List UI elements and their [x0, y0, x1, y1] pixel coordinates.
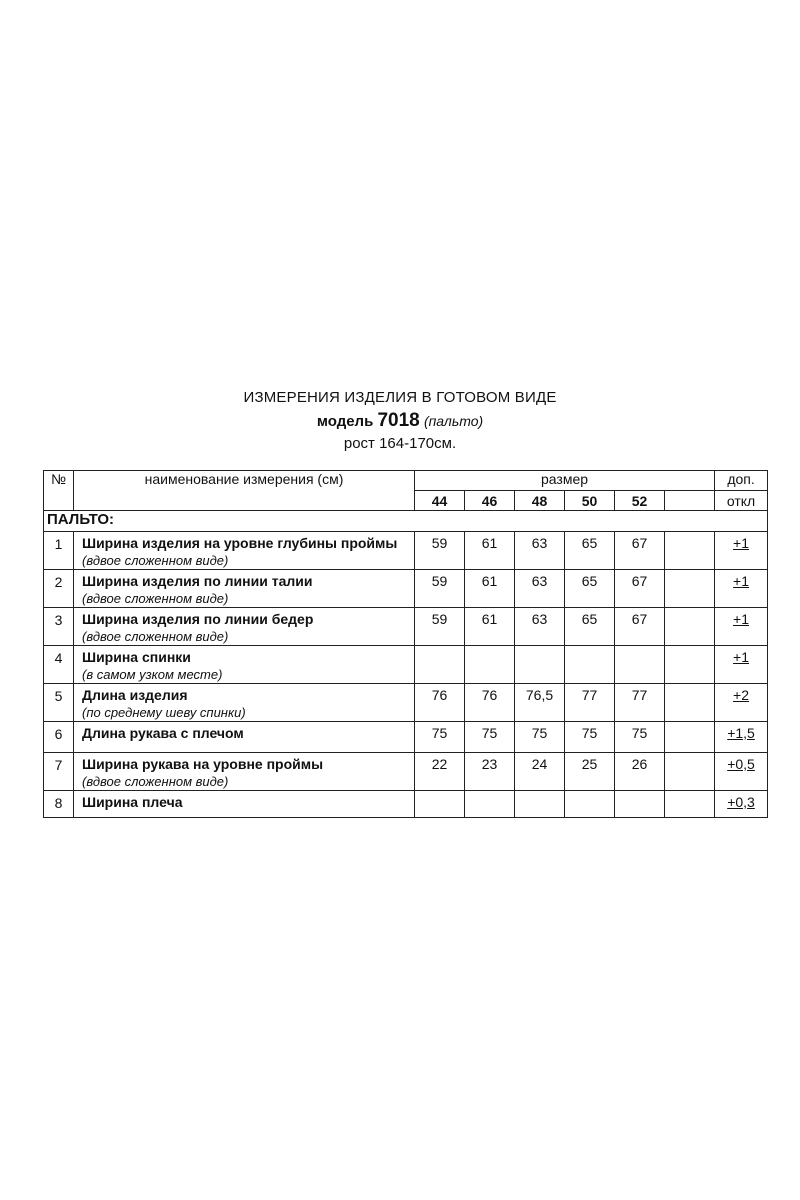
size-header: 44	[415, 491, 465, 511]
size-value: 63	[515, 608, 565, 646]
size-header: 46	[465, 491, 515, 511]
size-value: 67	[615, 608, 665, 646]
size-value: 77	[565, 684, 615, 722]
size-value	[415, 646, 465, 684]
empty-size-cell	[665, 753, 715, 791]
tolerance-cell	[715, 532, 768, 570]
measurement-name: Ширина изделия по линии талии	[82, 573, 313, 589]
table-row	[44, 722, 768, 753]
header-size: размер	[415, 471, 715, 491]
table-row	[44, 646, 768, 684]
measurement-note: (вдвое сложенном виде)	[82, 774, 229, 789]
size-value: 23	[465, 753, 515, 791]
measurement-note: (вдвое сложенном виде)	[82, 629, 229, 644]
measurement-note: (в самом узком месте)	[82, 667, 223, 682]
size-value: 75	[515, 722, 565, 753]
empty-size-cell	[665, 532, 715, 570]
table-row	[44, 753, 768, 791]
tolerance-cell	[715, 722, 768, 753]
empty-size-cell	[665, 722, 715, 753]
size-value: 76	[415, 684, 465, 722]
table-row	[44, 532, 768, 570]
size-value: 65	[565, 570, 615, 608]
tolerance-value: +1	[733, 611, 750, 627]
tolerance-cell	[715, 753, 768, 791]
tolerance-value: +1	[733, 535, 750, 551]
size-value	[465, 791, 515, 818]
measurement-name-cell	[74, 753, 415, 791]
header-number: №	[44, 471, 74, 511]
size-value: 59	[415, 608, 465, 646]
table-row	[44, 684, 768, 722]
size-value	[565, 791, 615, 818]
tolerance-value: +1	[733, 649, 750, 665]
size-value	[465, 646, 515, 684]
size-value: 24	[515, 753, 565, 791]
measurement-name-cell	[74, 722, 415, 753]
size-value: 22	[415, 753, 465, 791]
tolerance-value: +0,5	[727, 756, 755, 772]
tolerance-cell	[715, 791, 768, 818]
measurement-name: Длина рукава с плечом	[82, 725, 244, 741]
size-value: 75	[415, 722, 465, 753]
measurement-name: Ширина изделия на уровне глубины проймы	[82, 535, 398, 551]
size-value: 75	[615, 722, 665, 753]
size-value: 61	[465, 570, 515, 608]
document-title: ИЗМЕРЕНИЯ ИЗДЕЛИЯ В ГОТОВОМ ВИДЕ	[243, 389, 557, 406]
measurement-name-cell	[74, 608, 415, 646]
size-value: 67	[615, 570, 665, 608]
empty-size-cell	[665, 570, 715, 608]
tolerance-cell	[715, 646, 768, 684]
measurement-note: (по среднему шеву спинки)	[82, 705, 246, 720]
row-number: 5	[44, 684, 74, 722]
tolerance-cell	[715, 570, 768, 608]
table-row	[44, 570, 768, 608]
size-value: 25	[565, 753, 615, 791]
empty-size-cell	[665, 791, 715, 818]
measurement-note: (вдвое сложенном виде)	[82, 591, 229, 606]
size-value: 76,5	[515, 684, 565, 722]
size-value	[515, 646, 565, 684]
model-note: (пальто)	[423, 413, 484, 429]
tolerance-cell	[715, 684, 768, 722]
row-number: 3	[44, 608, 74, 646]
measurements-table	[43, 470, 768, 818]
measurement-name: Длина изделия	[82, 687, 188, 703]
table-row	[44, 608, 768, 646]
size-value	[565, 646, 615, 684]
size-value	[615, 646, 665, 684]
measurement-name: Ширина изделия по линии бедер	[82, 611, 314, 627]
measurement-name-cell	[74, 570, 415, 608]
size-value: 59	[415, 532, 465, 570]
measurement-name-cell	[74, 532, 415, 570]
row-number: 8	[44, 791, 74, 818]
size-header: 52	[615, 491, 665, 511]
row-number: 2	[44, 570, 74, 608]
size-value: 26	[615, 753, 665, 791]
model-label: модель	[316, 413, 374, 430]
measurement-name: Ширина плеча	[82, 794, 183, 810]
size-header: 48	[515, 491, 565, 511]
size-value: 65	[565, 608, 615, 646]
model-line	[0, 410, 800, 432]
header-measurement-name: наименование измерения (см)	[74, 471, 415, 511]
measurement-name: Ширина рукава на уровне проймы	[82, 756, 324, 772]
tolerance-value: +1	[733, 573, 750, 589]
header-tolerance-1: доп.	[715, 471, 768, 491]
size-header-empty	[665, 491, 715, 511]
size-value: 63	[515, 532, 565, 570]
size-value: 61	[465, 532, 515, 570]
size-value: 75	[565, 722, 615, 753]
measurement-name: Ширина спинки	[82, 649, 191, 665]
row-number: 6	[44, 722, 74, 753]
height-range: рост 164-170см.	[343, 435, 457, 452]
tolerance-value: +1,5	[727, 725, 755, 741]
size-value: 67	[615, 532, 665, 570]
section-title: ПАЛЬТО:	[44, 511, 768, 532]
empty-size-cell	[665, 684, 715, 722]
size-value: 59	[415, 570, 465, 608]
size-value	[615, 791, 665, 818]
table-row	[44, 791, 768, 818]
size-value: 65	[565, 532, 615, 570]
size-value	[515, 791, 565, 818]
size-value: 61	[465, 608, 515, 646]
empty-size-cell	[665, 608, 715, 646]
model-number: 7018	[377, 410, 420, 431]
row-number: 1	[44, 532, 74, 570]
tolerance-value: +0,3	[727, 794, 755, 810]
measurement-name-cell	[74, 684, 415, 722]
size-value: 63	[515, 570, 565, 608]
size-value: 77	[615, 684, 665, 722]
tolerance-value: +2	[733, 687, 750, 703]
size-value	[415, 791, 465, 818]
size-value: 75	[465, 722, 515, 753]
measurement-note: (вдвое сложенном виде)	[82, 553, 229, 568]
measurement-name-cell	[74, 791, 415, 818]
empty-size-cell	[665, 646, 715, 684]
size-header: 50	[565, 491, 615, 511]
size-value: 76	[465, 684, 515, 722]
measurement-name-cell	[74, 646, 415, 684]
header-tolerance-2: откл	[715, 491, 768, 511]
row-number: 7	[44, 753, 74, 791]
tolerance-cell	[715, 608, 768, 646]
row-number: 4	[44, 646, 74, 684]
